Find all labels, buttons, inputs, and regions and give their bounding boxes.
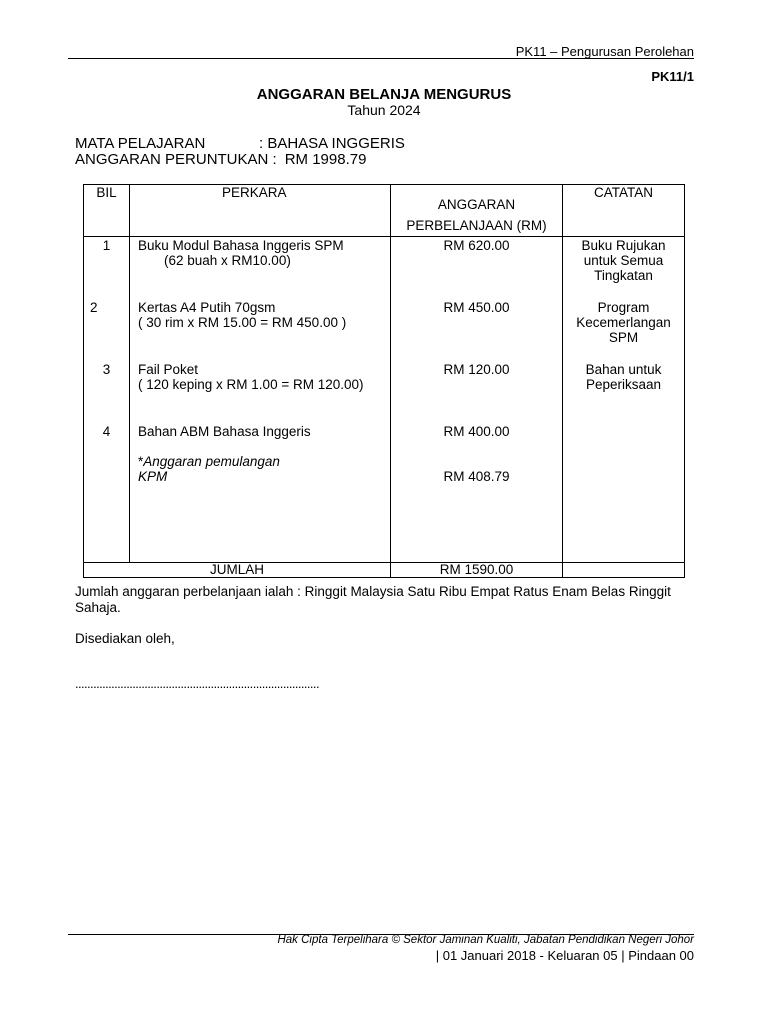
header-bil: BIL [84, 185, 130, 237]
row-catatan: Bahan untuk Peperiksaan [563, 362, 685, 424]
budget-table [83, 184, 685, 578]
allocation-row [75, 151, 366, 168]
header-perkara: PERKARA [130, 185, 391, 237]
row-perkara: Fail Poket ( 120 keping x RM 1.00 = RM 120.00) [130, 362, 391, 424]
table-row [84, 237, 685, 301]
row-anggaran: RM 120.00 [391, 362, 563, 424]
row-perkara: Buku Modul Bahasa Inggeris SPM (62 buah x RM10.00) [130, 237, 391, 301]
kpm-note-amount: RM 408.79 [443, 469, 510, 484]
signature-line: ................................................................................. [75, 676, 319, 691]
allocation-label: ANGGARAN PERUNTUKAN : [75, 151, 277, 168]
summary-text: Jumlah anggaran perbelanjaan ialah : Ringgit Malaysia Satu Ribu Empat Ratus Enam Belas Ringgit Sahaja. [75, 584, 671, 615]
row-anggaran: RM 450.00 [391, 300, 563, 362]
row-catatan: Buku Rujukan untuk Semua Tingkatan [563, 237, 685, 301]
row-anggaran: RM 400.00 RM 408.79 [391, 424, 563, 563]
budget-year: Tahun 2024 [347, 102, 421, 118]
row-catatan: Program Kecemerlangan SPM [563, 300, 685, 362]
total-label: JUMLAH [84, 563, 391, 578]
header-anggaran: ANGGARAN PERBELANJAAN (RM) [391, 185, 563, 237]
kpm-note: *Anggaran pemulangan KPM [138, 454, 280, 484]
subject-label: MATA PELAJARAN [75, 135, 206, 152]
header-divider [68, 58, 694, 59]
row-catatan [563, 424, 685, 563]
form-code: PK11/1 [651, 69, 694, 84]
table-row [84, 424, 685, 563]
row-perkara: Kertas A4 Putih 70gsm ( 30 rim x RM 15.00 = RM 450.00 ) [130, 300, 391, 362]
row-bil: 2 [84, 300, 130, 362]
row-bil: 1 [84, 237, 130, 301]
row-perkara: Bahan ABM Bahasa Inggeris *Anggaran pemulangan KPM [130, 424, 391, 563]
total-value: RM 1590.00 [391, 563, 563, 578]
header-catatan: CATATAN [563, 185, 685, 237]
table-row [84, 362, 685, 424]
prepared-by-label: Disediakan oleh, [75, 631, 175, 646]
document-reference: PK11 – Pengurusan Perolehan [515, 44, 694, 59]
footer-issue: | 01 Januari 2018 - Keluaran 05 | Pindaan 00 [435, 948, 694, 963]
page-title: ANGGARAN BELANJA MENGURUS [256, 86, 512, 103]
footer-copyright: Hak Cipta Terpelihara © Sektor Jaminan Kualiti, Jabatan Pendidikan Negeri Johor [277, 934, 694, 946]
subject-row [75, 135, 405, 152]
total-row [84, 563, 685, 578]
allocation-value: RM 1998.79 [284, 151, 367, 168]
total-catatan [563, 563, 685, 578]
row-bil: 3 [84, 362, 130, 424]
row-anggaran: RM 620.00 [391, 237, 563, 301]
table-row [84, 300, 685, 362]
subject-value: : BAHASA INGGERIS [259, 135, 405, 152]
row-bil: 4 [84, 424, 130, 563]
table-header-row [84, 185, 685, 237]
